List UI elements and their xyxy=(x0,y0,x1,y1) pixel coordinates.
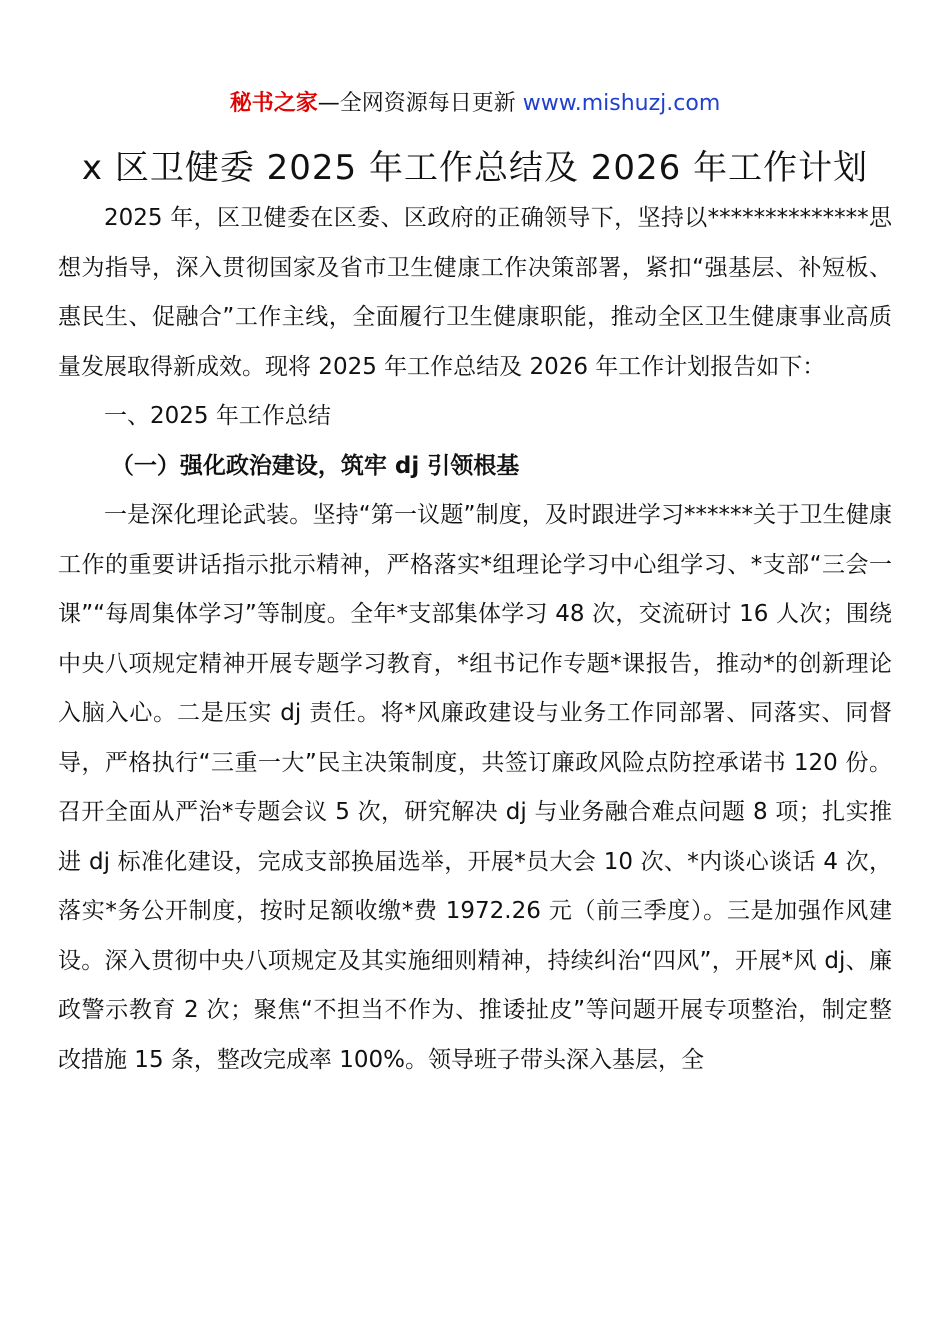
site-url-link[interactable]: www.mishuzj.com xyxy=(522,91,721,116)
document-body xyxy=(58,194,892,1085)
brand-name: 秘书之家 xyxy=(229,91,318,116)
section-heading: 一、2025 年工作总结 xyxy=(104,403,331,429)
intro-paragraph: 2025 年，区卫健委在区委、区政府的正确领导下，坚持以**************思想为指导，深入贯彻国家及省市卫生健康工作决策部署，紧扣“强基层、补短板、惠民生、促融合”工作主线，全面履行卫生健康职能，推动全区卫生健康事业高质量发展取得新成效。现将 2025 年工作总结及 2026 年工作计划报告如下： xyxy=(58,205,892,380)
document-title: x 区卫健委 2025 年工作总结及 2026 年工作计划 xyxy=(81,148,869,188)
body-paragraph: 一是深化理论武装。坚持“第一议题”制度，及时跟进学习******关于卫生健康工作的重要讲话指示批示精神，严格落实*组理论学习中心组学习、*支部“三会一课”“每周集体学习”等制度。全年*支部集体学习 48 次，交流研讨 16 人次；围绕中央八项规定精神开展专题学习教育，*组书记作专题*课报告，推动*的创新理论入脑入心。二是压实 dj 责任。将*风廉政建设与业务工作同部署、同落实、同督导，严格执行“三重一大”民主决策制度，共签订廉政风险点防控承诺书 120 份。召开全面从严治*专题会议 5 次，研究解决 dj 与业务融合难点问题 8 项；扎实推进 dj 标准化建设，完成支部换届选举，开展*员大会 10 次、*内谈心谈话 4 次，落实*务公开制度，按时足额收缴*费 1972.26 元（前三季度）。三是加强作风建设。深入贯彻中央八项规定及其实施细则精神，持续纠治“四风”，开展*风 dj、廉政警示教育 2 次；聚焦“不担当不作为、推诿扯皮”等问题开展专项整治，制定整改措施 15 条，整改完成率 100%。领导班子带头深入基层，全 xyxy=(58,502,892,1073)
subsection-heading: （一）强化政治建设，筑牢 dj 引领根基 xyxy=(110,452,520,479)
site-header xyxy=(0,88,950,120)
header-tagline: —全网资源每日更新 xyxy=(317,91,523,116)
